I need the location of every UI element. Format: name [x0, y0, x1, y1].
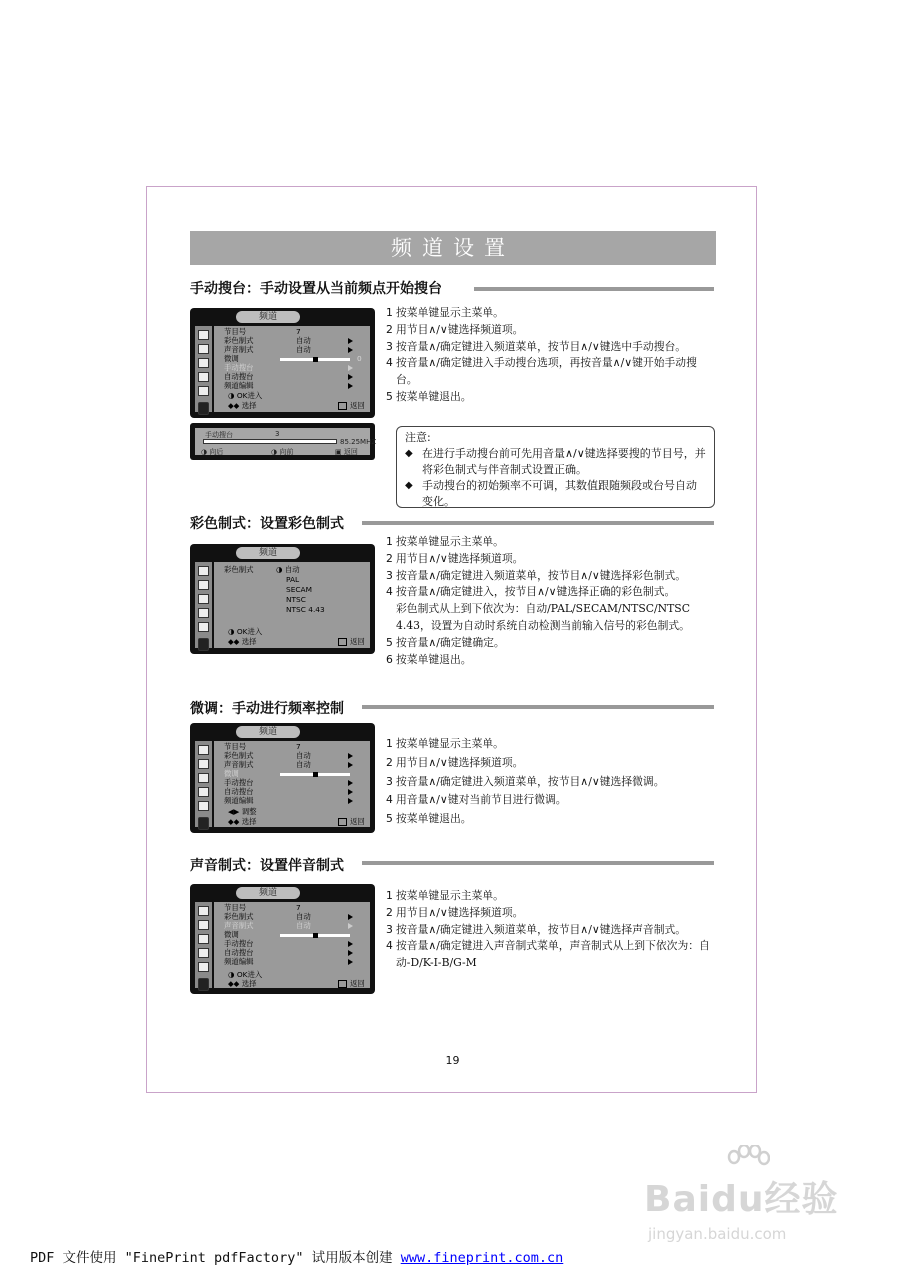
steps-fine-tune [386, 736, 716, 828]
tv-icon [198, 330, 209, 340]
page-number: 19 [445, 1054, 460, 1067]
sound-icon [198, 934, 209, 944]
channel-icon [198, 817, 209, 830]
step: 5 按菜单键退出。 [386, 812, 472, 826]
step: 4 用音量∧/∨键对当前节目进行微调。 [386, 793, 567, 807]
steps-manual-search [386, 305, 716, 406]
tv-icon [198, 566, 209, 576]
step: 2 用节目∧/∨键选择频道项。 [386, 551, 524, 565]
step: 4 按音量∧/确定键进入手动搜台选项，再按音量∧/∨键开始手动搜台。 [386, 356, 697, 387]
step: 5 按菜单键退出。 [386, 389, 472, 403]
step: 3 按音量∧/确定键进入频道菜单，按节目∧/∨键选中手动搜台。 [386, 339, 687, 353]
step: 2 用节目∧/∨键选择频道项。 [386, 755, 524, 769]
function-icon [198, 948, 209, 958]
sound-icon [198, 594, 209, 604]
function-icon [198, 372, 209, 382]
step: 1 按菜单键显示主菜单。 [386, 306, 504, 319]
step-note: 彩色制式从上到下依次为：自动/PAL/SECAM/NTSC/NTSC 4.43，设置为自动时系统自动检测当前输入信号的彩色制式。 [396, 602, 690, 632]
section-divider [474, 287, 714, 291]
section-divider [362, 705, 714, 709]
tv-icon [198, 745, 209, 755]
screen-icon [198, 801, 209, 811]
osd-manual-search-strip: 手动搜台 3 85.25MHZ ◑ 向后 ◑ 向前 ▣ 返回 [190, 423, 375, 460]
step: 1 按菜单键显示主菜单。 [386, 737, 504, 750]
osd-menu-sound-system: 频道 节目号 7 彩色制式 自动 声音制式 自动 微调 手动搜台 自动搜台 频道编辑 ◑ OK进入 ◆◆ 选择 返回 [190, 884, 375, 994]
step: 4 按音量∧/确定键进入声音制式菜单，声音制式从上到下依次为：自动-D/K-I-B/G-M [386, 939, 710, 970]
osd-menu-fine-tune: 频道 节目号 7 彩色制式 自动 声音制式 自动 微调 手动搜台 自动搜台 频道编辑 ◀▶ 调整 ◆◆ 选择 返回 [190, 723, 375, 833]
screen-icon [198, 962, 209, 972]
picture-icon [198, 580, 209, 590]
screen-icon [198, 622, 209, 632]
step: 3 按音量∧/确定键进入频道菜单，按节目∧/∨键选择微调。 [386, 774, 665, 788]
step: 3 按音量∧/确定键进入频道菜单，按节目∧/∨键选择声音制式。 [386, 922, 687, 936]
fineprint-link[interactable]: www.fineprint.com.cn [400, 1250, 564, 1266]
tv-icon [198, 906, 209, 916]
section-title-color-system: 彩色制式：设置彩色制式 [190, 516, 344, 532]
channel-icon [198, 638, 209, 651]
note-item: ◆ 在进行手动搜台前可先用音量∧/∨键选择要搜的节目号，并将彩色制式与伴音制式设置正确。 [405, 447, 706, 476]
section-divider [362, 521, 714, 525]
function-icon [198, 608, 209, 618]
osd-icon-column [195, 326, 212, 412]
banner-title: 频道设置 [190, 231, 716, 265]
section-title-fine-tune: 微调：手动进行频率控制 [190, 701, 344, 717]
sound-icon [198, 773, 209, 783]
section-divider [362, 861, 714, 865]
diamond-bullet-icon: ◆ [405, 448, 413, 459]
osd-menu-color-system: 频道 彩色制式 ◑ 自动 PAL SECAM NTSC NTSC 4.43 ◑ OK进入 ◆◆ 选择 返回 [190, 544, 375, 654]
section-title-manual-search: 手动搜台：手动设置从当前频点开始搜台 [190, 281, 442, 297]
step: 1 按菜单键显示主菜单。 [386, 889, 504, 902]
steps-color-system [386, 534, 716, 668]
step: 6 按菜单键退出。 [386, 652, 472, 666]
osd-menu-manual-search: 频道 节目号 7 彩色制式 自动 声音制式 自动 微调 0 手动搜台 自动搜台 频道编辑 ◑ OK进入 ◆◆ 选择 返回 [190, 308, 375, 418]
note-item: ◆ 手动搜台的初始频率不可调，其数值跟随频段或台号自动变化。 [405, 479, 697, 508]
sound-icon [198, 358, 209, 368]
step: 2 用节目∧/∨键选择频道项。 [386, 322, 524, 336]
pdf-footer: PDF 文件使用 "FinePrint pdfFactory" 试用版本创建 www.fineprint.com.cn [30, 1250, 564, 1266]
note-title: 注意: [405, 431, 431, 444]
section-title-sound-system: 声音制式：设置伴音制式 [190, 858, 344, 874]
steps-sound-system [386, 888, 716, 972]
step: 2 用节目∧/∨键选择频道项。 [386, 905, 524, 919]
picture-icon [198, 920, 209, 930]
picture-icon [198, 344, 209, 354]
picture-icon [198, 759, 209, 769]
baidu-watermark: Baidu经验 jingyan.baidu.com [644, 1145, 864, 1255]
channel-icon [198, 978, 209, 991]
channel-icon [198, 402, 209, 415]
note-box [396, 426, 715, 508]
step: 1 按菜单键显示主菜单。 [386, 535, 504, 548]
diamond-bullet-icon: ◆ [405, 480, 413, 491]
step: 5 按音量∧/确定键确定。 [386, 635, 505, 649]
screen-icon [198, 386, 209, 396]
step: 4 按音量∧/确定键进入，按节目∧/∨键选择正确的彩色制式。 [386, 585, 676, 599]
osd-header: 频道 [236, 311, 300, 323]
function-icon [198, 787, 209, 797]
step: 3 按音量∧/确定键进入频道菜单，按节目∧/∨键选择彩色制式。 [386, 568, 687, 582]
